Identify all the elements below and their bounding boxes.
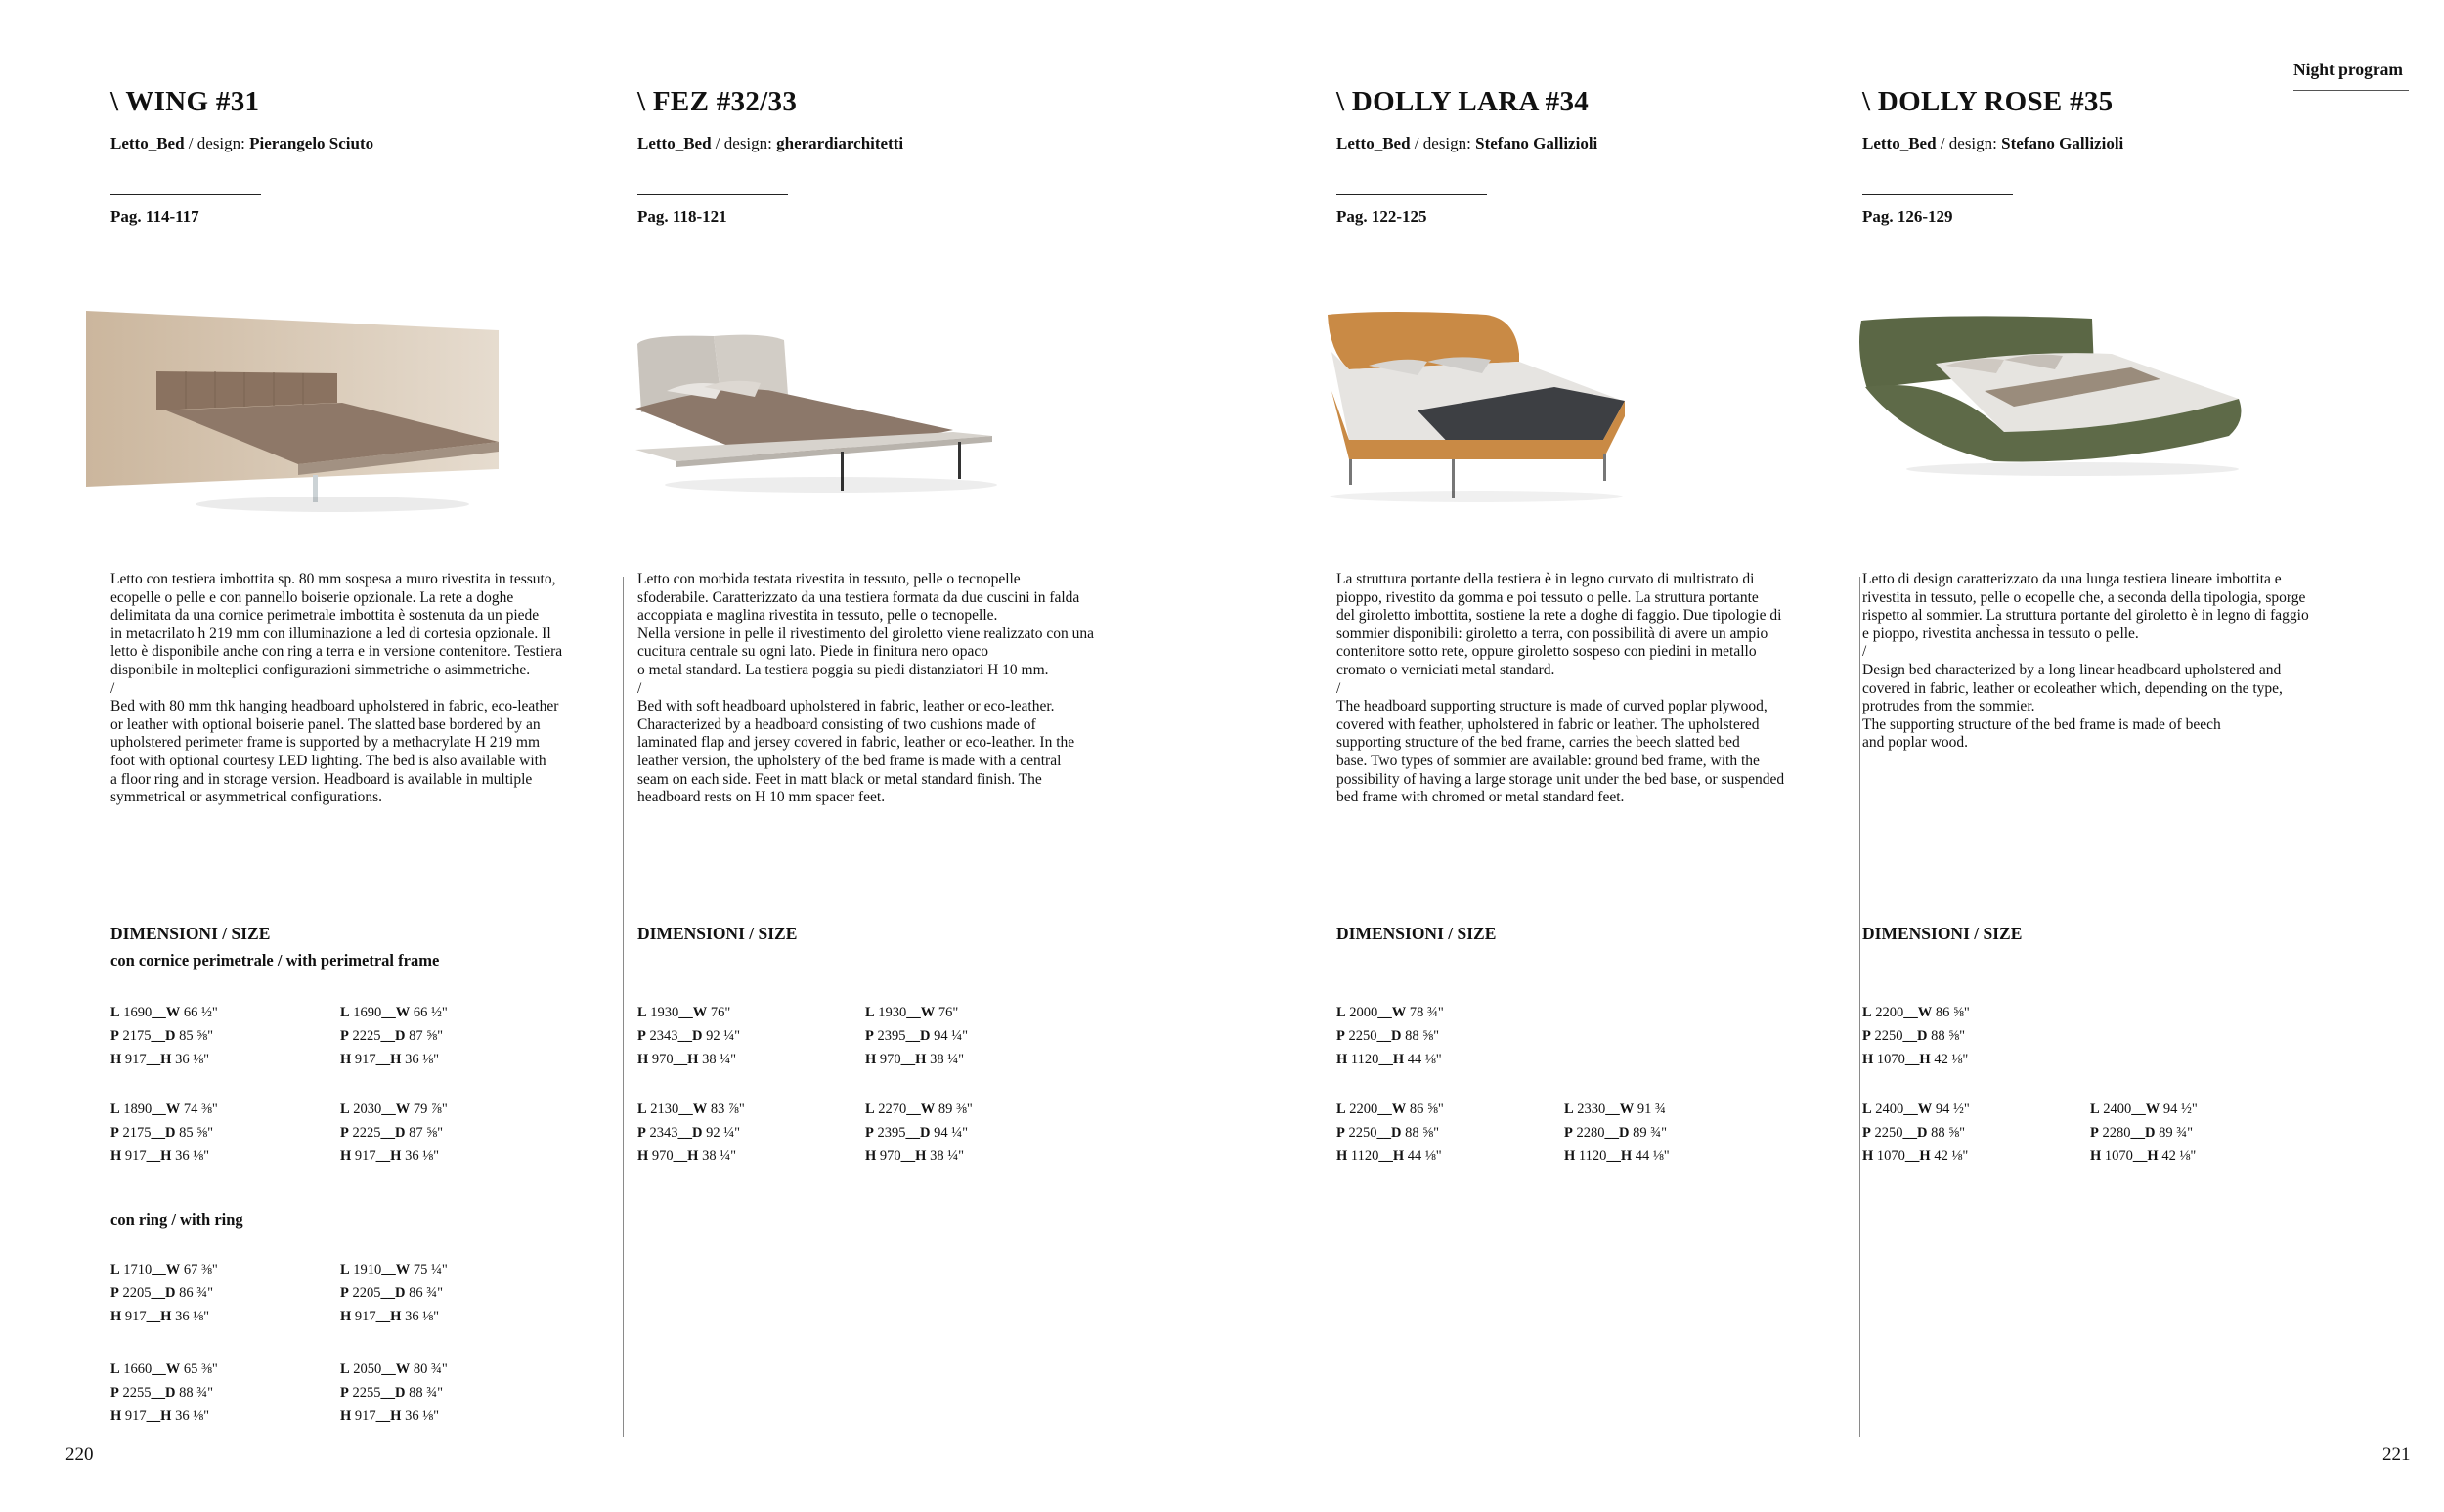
column-divider <box>1859 577 1860 1437</box>
product-category: Letto_Bed <box>1336 134 1411 152</box>
dimension-block: L 2200__W 86 ⅝" P 2250__D 88 ⅝" H 1070__H 42 ⅛" <box>1862 1005 1970 1067</box>
dimensions-heading: DIMENSIONI / SIZE <box>1336 924 1497 943</box>
dimension-block: L 2200__W 86 ⅝" P 2250__D 88 ⅝" H 1120__H 44 ⅛" <box>1336 1102 1444 1164</box>
product-title: \ DOLLY ROSE #35 <box>1862 86 2114 117</box>
dimension-block: L 1710__W 67 ⅜" P 2205__D 86 ¾" H 917__H 36 ⅛" <box>110 1262 218 1324</box>
product-title: \ FEZ #32/33 <box>637 86 798 117</box>
dimensions-heading: DIMENSIONI / SIZE <box>110 924 271 943</box>
page-reference: Pag. 114-117 <box>110 207 199 226</box>
page-number-left: 220 <box>65 1445 94 1465</box>
dimension-block: L 2330__W 91 ¾ P 2280__D 89 ¾" H 1120__H 44 ⅛" <box>1564 1102 1670 1164</box>
dolly-lara-bed-image <box>1310 293 1681 508</box>
page-reference: Pag. 126-129 <box>1862 207 1953 226</box>
title-rule <box>637 194 788 195</box>
product-description: Letto di design caratterizzato da una lunga testiera lineare imbottita e rivestita in tessuto, pelle o ecopelle che, a seconda della tipologia, sporge rispetto al sommier. La struttura portante del giroletto è in legno di faggio e pioppo, rivestita anch̀essa in tessuto o pelle. / Design bed characterized by a long linear headboard upholstered and covered in fabric, leather or ecoleather which, depending on the type, protrudes from the sommier. The supporting structure of the bed frame is made of beech and poplar wood. <box>1862 571 2309 752</box>
product-category: Letto_Bed <box>1862 134 1937 152</box>
dimension-block: L 2400__W 94 ½" P 2280__D 89 ¾" H 1070__H 42 ⅛" <box>2090 1102 2198 1164</box>
dimension-block: L 1690__W 66 ½" P 2225__D 87 ⅝" H 917__H 36 ⅛" <box>340 1005 448 1067</box>
title-rule <box>1862 194 2013 195</box>
product-description: La struttura portante della testiera è in legno curvato di multistrato di pioppo, rivestito da gomma e poi tessuto o pelle. La struttura portante del giroletto imbottita, sostiene la rete a doghe di faggio. Due tipologie di sommier disponibili: giroletto a terra, con possibilità di avere un ampio contenitore sotto rete, oppure giroletto sospeso con piedini in metallo cromato o verniciati metal standard. / The headboard supporting structure is made of curved poplar plywood, covered with feather, upholstered in fabric or leather. The upholstered supporting structure of the bed frame, carries the beech slatted bed base. Two types of sommier are available: ground bed frame, with the possibility of having a large storage unit under the bed base, or suspended bed frame with chromed or metal standard feet. <box>1336 571 1785 806</box>
dimension-block: L 1910__W 75 ¼" P 2205__D 86 ¾" H 917__H 36 ⅛" <box>340 1262 448 1324</box>
design-label: / design: <box>711 134 777 152</box>
product-title: \ DOLLY LARA #34 <box>1336 86 1590 117</box>
product-subtitle <box>1336 134 1597 153</box>
running-header-rule <box>2293 90 2409 91</box>
product-description: Letto con testiera imbottita sp. 80 mm sospesa a muro rivestita in tessuto, ecopelle o pelle e con pannello boiserie opzionale. La rete a doghe delimitata da una cornice perimetrale imbottita è sostenuta da un piede in metacrilato h 219 mm con illuminazione a led di cortesia opzionale. Il letto è disponibile anche con ring a terra e in versione contenitore. Testiera disponibile in molteplici configurazioni simmetriche o asimmetriche. / Bed with 80 mm thk hanging headboard upholstered in fabric, eco-leather or leather with optional boiserie panel. The slatted base bordered by an upholstered perimeter frame is supported by a methacrylate H 219 mm foot with optional courtesy LED lighting. The bed is also available with a floor ring and in storage version. Headboard is available in multiple symmetrical or asymmetrical configurations. <box>110 571 563 806</box>
dimension-block: L 1930__W 76" P 2343__D 92 ¼" H 970__H 38 ¼" <box>637 1005 741 1067</box>
dimension-block: L 1930__W 76" P 2395__D 94 ¼" H 970__H 38 ¼" <box>865 1005 969 1067</box>
product-designer: Stefano Gallizioli <box>1475 134 1598 152</box>
design-label: / design: <box>1936 134 2002 152</box>
running-header: Night program <box>2293 60 2403 79</box>
product-designer: Pierangelo Sciuto <box>249 134 374 152</box>
dimension-block: L 2130__W 83 ⅞" P 2343__D 92 ¼" H 970__H 38 ¼" <box>637 1102 745 1164</box>
dimension-block: L 2030__W 79 ⅞" P 2225__D 87 ⅝" H 917__H 36 ⅛" <box>340 1102 448 1164</box>
title-rule <box>110 194 261 195</box>
dimension-block: L 2400__W 94 ½" P 2250__D 88 ⅝" H 1070__H 42 ⅛" <box>1862 1102 1970 1164</box>
design-label: / design: <box>1410 134 1476 152</box>
product-category: Letto_Bed <box>637 134 712 152</box>
product-description: Letto con morbida testata rivestita in tessuto, pelle o tecnopelle sfoderabile. Caratterizzato da una testiera formata da due cuscini in falda accoppiata e maglina rivestita in tessuto, pelle o tecnopelle. Nella versione in pelle il rivestimento del giroletto viene realizzato con una cucitura centrale su ogni lato. Piede in finitura nero opaco o metal standard. La testiera poggia su piedi distanziatori H 10 mm. / Bed with soft headboard upholstered in fabric, leather or eco-leather. Characterized by a headboard consisting of two cushions made of laminated flap and jersey covered in fabric, leather or eco-leather. In the leather version, the upholstery of the bed frame is made with a central seam on each side. Feet in matt black or metal standard finish. The headboard rests on H 10 mm spacer feet. <box>637 571 1094 806</box>
product-designer: gherardiarchitetti <box>776 134 904 152</box>
design-label: / design: <box>184 134 250 152</box>
dimension-block: L 2000__W 78 ¾" P 2250__D 88 ⅝" H 1120__H 44 ⅛" <box>1336 1005 1444 1067</box>
page-number-right: 221 <box>2382 1445 2411 1465</box>
page-reference: Pag. 122-125 <box>1336 207 1427 226</box>
dimension-block: L 2050__W 80 ¾" P 2255__D 88 ¾" H 917__H 36 ⅛" <box>340 1361 448 1424</box>
dimension-block: L 1890__W 74 ⅜" P 2175__D 85 ⅝" H 917__H 36 ⅛" <box>110 1102 218 1164</box>
dimensions-heading: DIMENSIONI / SIZE <box>637 924 798 943</box>
column-divider <box>623 577 624 1437</box>
dimension-block: L 1690__W 66 ½" P 2175__D 85 ⅝" H 917__H 36 ⅛" <box>110 1005 218 1067</box>
product-category: Letto_Bed <box>110 134 185 152</box>
title-rule <box>1336 194 1487 195</box>
page-reference: Pag. 118-121 <box>637 207 727 226</box>
headboard <box>1328 312 1519 369</box>
product-subtitle <box>637 134 903 153</box>
product-designer: Stefano Gallizioli <box>2001 134 2124 152</box>
dimensions-heading: DIMENSIONI / SIZE <box>1862 924 2023 943</box>
dimensions-subheading: con ring / with ring <box>110 1210 243 1229</box>
wing-bed-image <box>39 264 587 528</box>
dimensions-subheading: con cornice perimetrale / with perimetral frame <box>110 951 440 970</box>
fez-bed-image <box>606 293 1114 508</box>
product-title: \ WING #31 <box>110 86 260 117</box>
product-subtitle <box>1862 134 2123 153</box>
dimension-block: L 1660__W 65 ⅜" P 2255__D 88 ¾" H 917__H 36 ⅛" <box>110 1361 218 1424</box>
dolly-rose-bed-image <box>1838 293 2268 489</box>
product-subtitle <box>110 134 373 153</box>
dimension-block: L 2270__W 89 ⅜" P 2395__D 94 ¼" H 970__H 38 ¼" <box>865 1102 973 1164</box>
